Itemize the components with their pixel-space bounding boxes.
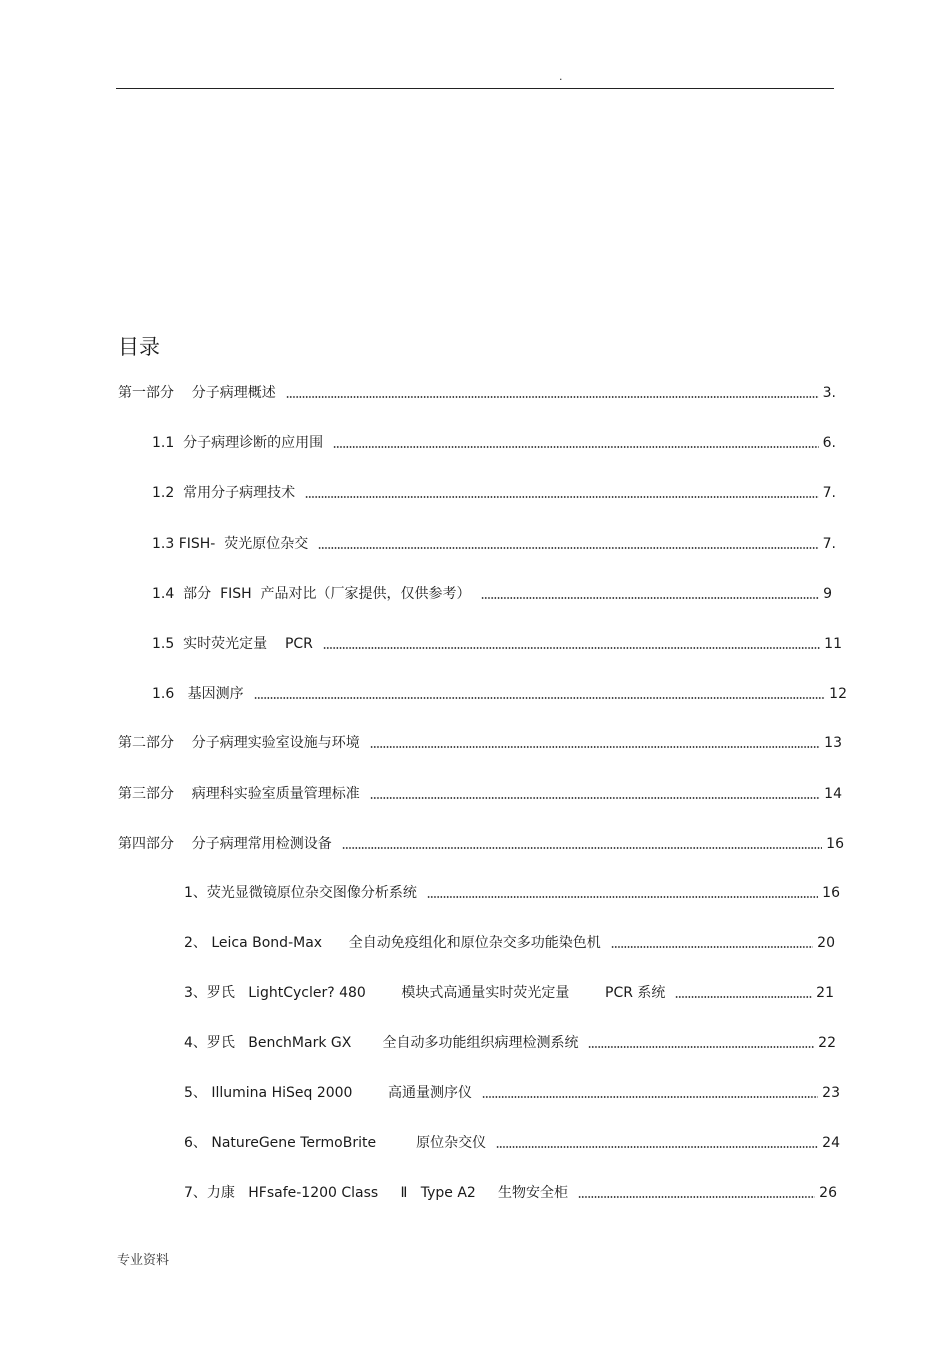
toc-entry-label: 1.3 FISH- 荧光原位杂交 xyxy=(152,536,309,552)
toc-entry-page: 14 xyxy=(824,786,842,802)
toc-entry-label: 7、力康 HFsafe-1200 Class Ⅱ Type A2 生物安全柜 xyxy=(184,1185,569,1201)
toc-entry-1-1[interactable] xyxy=(152,430,836,452)
toc-leader-dots xyxy=(578,1196,815,1198)
toc-entry-page: 9 xyxy=(823,586,832,602)
toc-entry-4-4[interactable] xyxy=(184,1030,836,1052)
toc-entry-page: 16 xyxy=(822,885,840,901)
toc-entry-page: 7. xyxy=(822,485,836,501)
toc-entry-4-3[interactable] xyxy=(184,980,834,1002)
toc-leader-dots xyxy=(333,446,818,448)
footer-text: 专业资料 xyxy=(117,1253,170,1268)
toc-entry-label: 第四部分 分子病理常用检测设备 xyxy=(118,836,332,852)
toc-leader-dots xyxy=(482,1096,818,1098)
toc-entry-1-6[interactable] xyxy=(152,681,847,703)
toc-entry-page: 24 xyxy=(822,1135,840,1151)
toc-entry-page: 7. xyxy=(822,536,836,552)
toc-entry-4-2[interactable] xyxy=(184,930,835,952)
header-mark: . xyxy=(559,70,563,83)
toc-entry-label: 2、 Leica Bond-Max 全自动免疫组化和原位杂交多功能染色机 xyxy=(184,935,601,951)
toc-entry-label: 6、 NatureGene TermoBrite 原位杂交仪 xyxy=(184,1135,487,1151)
toc-leader-dots xyxy=(481,597,820,599)
toc-entry-page: 13 xyxy=(824,735,842,751)
toc-entry-page: 21 xyxy=(816,985,834,1001)
toc-entry-page: 6. xyxy=(822,435,836,451)
toc-entry-4-5[interactable] xyxy=(184,1080,840,1102)
header-rule xyxy=(116,88,834,89)
toc-entry-part-3[interactable] xyxy=(118,781,842,803)
toc-entry-label: 1.1 分子病理诊断的应用围 xyxy=(152,435,324,451)
toc-entry-page: 11 xyxy=(824,636,842,652)
toc-leader-dots xyxy=(675,996,812,998)
toc-leader-dots xyxy=(318,547,818,549)
toc-entry-label: 1、荧光显微镜原位杂交图像分析系统 xyxy=(184,885,417,901)
toc-entry-page: 3. xyxy=(822,385,836,401)
toc-entry-4-6[interactable] xyxy=(184,1130,840,1152)
toc-entry-part-1[interactable] xyxy=(118,380,836,402)
toc-entry-label: 1.5 实时荧光定量 PCR xyxy=(152,636,313,652)
toc-entry-page: 22 xyxy=(818,1035,836,1051)
toc-entry-label: 第一部分 分子病理概述 xyxy=(118,385,276,401)
toc-entry-label: 1.2 常用分子病理技术 xyxy=(152,485,296,501)
toc-leader-dots xyxy=(323,647,820,649)
toc-entry-1-2[interactable] xyxy=(152,480,836,502)
toc-leader-dots xyxy=(254,697,826,699)
toc-entry-page: 16 xyxy=(826,836,844,852)
toc-entry-1-3[interactable] xyxy=(152,531,836,553)
toc-entry-label: 第二部分 分子病理实验室设施与环境 xyxy=(118,735,360,751)
toc-entry-label: 3、罗氏 LightCycler? 480 模块式高通量实时荧光定量 PCR 系统 xyxy=(184,985,666,1001)
toc-entry-label: 第三部分 病理科实验室质量管理标准 xyxy=(118,786,360,802)
toc-entry-page: 20 xyxy=(817,935,835,951)
toc-leader-dots xyxy=(427,896,818,898)
toc-entry-1-4[interactable] xyxy=(152,581,832,603)
toc-entry-page: 26 xyxy=(819,1185,837,1201)
toc-leader-dots xyxy=(370,746,820,748)
toc-entry-part-4[interactable] xyxy=(118,831,844,853)
toc-entry-page: 23 xyxy=(822,1085,840,1101)
toc-entry-1-5[interactable] xyxy=(152,631,842,653)
toc-leader-dots xyxy=(342,847,822,849)
toc-leader-dots xyxy=(286,396,819,398)
toc-entry-page: 12 xyxy=(829,686,847,702)
toc-title: 目录 xyxy=(118,335,160,359)
toc-leader-dots xyxy=(305,496,818,498)
toc-leader-dots xyxy=(611,946,813,948)
toc-leader-dots xyxy=(496,1146,818,1148)
toc-entry-label: 1.6 基因测序 xyxy=(152,686,244,702)
toc-entry-label: 1.4 部分 FISH 产品对比（厂家提供，仅供参考） xyxy=(152,586,471,602)
toc-entry-label: 5、 Illumina HiSeq 2000 高通量测序仪 xyxy=(184,1085,473,1101)
toc-entry-label: 4、罗氏 BenchMark GX 全自动多功能组织病理检测系统 xyxy=(184,1035,579,1051)
toc-leader-dots xyxy=(588,1046,814,1048)
toc-entry-4-7[interactable] xyxy=(184,1180,837,1202)
toc-leader-dots xyxy=(370,797,820,799)
toc-entry-part-2[interactable] xyxy=(118,730,842,752)
toc-entry-4-1[interactable] xyxy=(184,880,840,902)
